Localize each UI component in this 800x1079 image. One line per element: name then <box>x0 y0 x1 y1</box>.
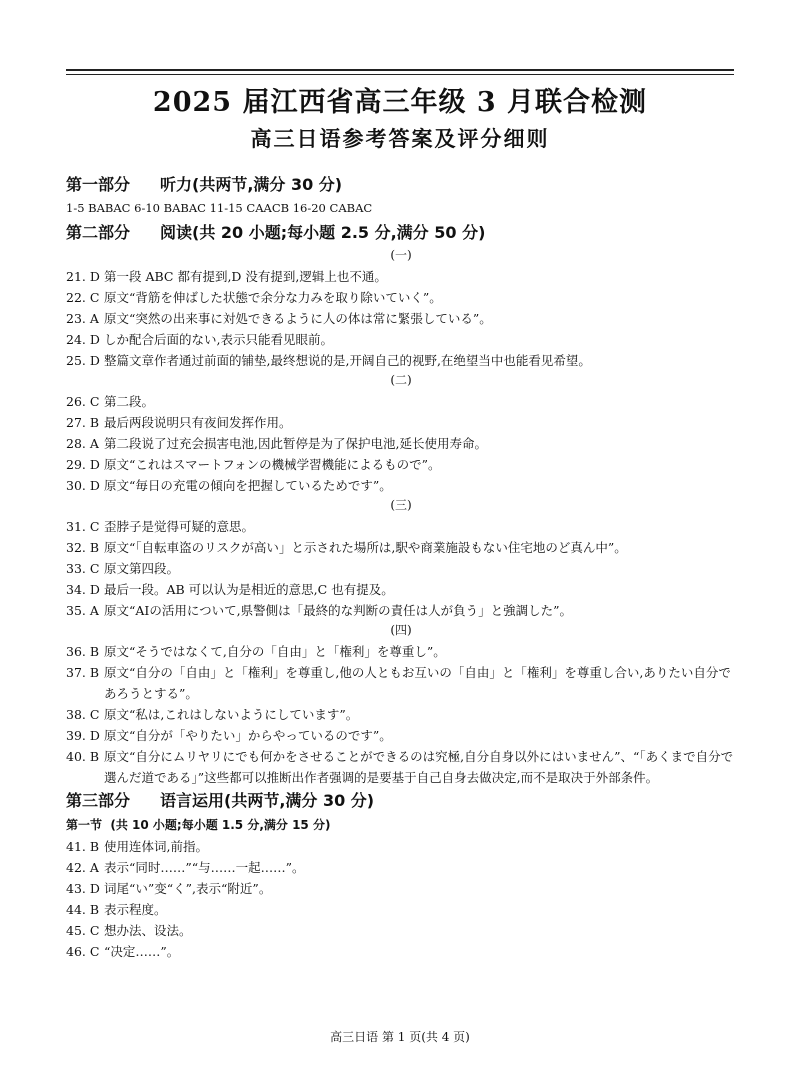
answer-explanation: 原文“「自転車盗のリスクが高い」と示された場所は,駅や商業施設もない住宅地のど真ん中”。 <box>104 540 627 555</box>
answer-item <box>66 412 736 433</box>
answer-item <box>66 725 736 746</box>
answer-number: 35. A <box>66 603 99 618</box>
document-subtitle: 高三日语参考答案及评分细则 <box>250 127 550 151</box>
answer-explanation: 第一段 ABC 都有提到,D 没有提到,逻辑上也不通。 <box>104 269 387 284</box>
answer-item <box>66 579 736 600</box>
answer-explanation: 原文“毎日の充電の傾向を把握しているためです”。 <box>104 478 392 493</box>
answer-explanation: 原文“AIの活用について,県警側は「最終的な判断の責任は人が負う」と強調した”。 <box>104 603 572 618</box>
answer-number: 22. C <box>66 290 100 305</box>
answer-number: 25. D <box>66 353 100 368</box>
answer-number: 28. A <box>66 436 99 451</box>
answer-number: 21. D <box>66 269 100 284</box>
answer-number: 38. C <box>66 707 100 722</box>
answer-item <box>66 287 736 308</box>
answer-item <box>66 266 736 287</box>
answer-explanation: 词尾“い”变“く”,表示“附近”。 <box>104 881 272 896</box>
answer-explanation: 原文第四段。 <box>104 561 180 576</box>
answer-explanation: しか配合后面的ない,表示只能看见眼前。 <box>104 332 333 347</box>
answer-item <box>66 558 736 579</box>
answer-number: 46. C <box>66 944 100 959</box>
answer-number: 41. B <box>66 839 100 854</box>
answer-number: 23. A <box>66 311 99 326</box>
answer-number: 42. A <box>66 860 99 875</box>
group-label: (三) <box>390 498 412 512</box>
answer-item <box>66 746 736 788</box>
answer-item <box>66 641 736 662</box>
answer-number: 30. D <box>66 478 100 493</box>
answer-explanation: 原文“これはスマートフォンの機械学習機能によるもので”。 <box>104 457 441 472</box>
answer-explanation: 表示程度。 <box>104 902 167 917</box>
part3-label: 第三部分 <box>66 791 131 810</box>
answer-explanation: 最后两段说明只有夜间发挥作用。 <box>104 415 292 430</box>
answer-number: 33. C <box>66 561 100 576</box>
answer-item <box>66 329 736 350</box>
answer-item <box>66 308 736 329</box>
answer-number: 31. C <box>66 519 100 534</box>
top-rule-thin <box>66 74 734 75</box>
answer-item <box>66 600 736 621</box>
answer-number: 44. B <box>66 902 100 917</box>
part1-heading <box>66 172 736 198</box>
answer-item <box>66 941 736 962</box>
answer-number: 37. B <box>66 665 100 680</box>
answer-item <box>66 475 736 496</box>
answer-item <box>66 857 736 878</box>
answer-explanation: 第二段。 <box>104 394 155 409</box>
answer-number: 39. D <box>66 728 100 743</box>
answer-explanation: 原文“自分の「自由」と「権利」を尊重し,他の人ともお互いの「自由」と「権利」を尊重し合い,ありたい自分であろうとする”。 <box>104 665 731 701</box>
answer-number: 32. B <box>66 540 100 555</box>
part3-heading <box>66 788 736 814</box>
document-title: 2025 届江西省高三年级 3 月联合检测 <box>152 87 648 118</box>
section1-heading <box>66 814 736 836</box>
answer-item <box>66 350 736 371</box>
part2-heading <box>66 220 736 246</box>
answer-explanation: 原文“背筋を伸ばした状態で余分な力みを取り除いていく”。 <box>104 290 442 305</box>
section1-label: 第一节 <box>66 818 103 832</box>
answer-explanation: 原文“突然の出来事に対処できるように人の体は常に緊張している”。 <box>104 311 492 326</box>
top-rule-thick <box>66 69 734 71</box>
answer-explanation: 原文“そうではなくて,自分の「自由」と「権利」を尊重し”。 <box>104 644 446 659</box>
part3-title: 语言运用(共两节,满分 30 分) <box>160 791 375 810</box>
part1-label: 第一部分 <box>66 175 131 194</box>
answer-explanation: 歪脖子是觉得可疑的意思。 <box>104 519 255 534</box>
answer-item <box>66 433 736 454</box>
answer-content <box>66 172 736 962</box>
part1-title: 听力(共两节,满分 30 分) <box>160 175 343 194</box>
group-label: (四) <box>390 623 412 637</box>
answer-number: 40. B <box>66 749 100 764</box>
answer-explanation: 原文“自分が「やりたい」からやっているのです”。 <box>104 728 392 743</box>
answer-explanation: “决定……”。 <box>104 944 180 959</box>
answer-number: 34. D <box>66 582 100 597</box>
answer-number: 26. C <box>66 394 100 409</box>
answer-explanation: 想办法、设法。 <box>104 923 192 938</box>
answer-item <box>66 899 736 920</box>
answer-number: 24. D <box>66 332 100 347</box>
answer-explanation: 最后一段。AB 可以认为是相近的意思,C 也有提及。 <box>104 582 394 597</box>
answer-number: 27. B <box>66 415 100 430</box>
answer-item <box>66 878 736 899</box>
answer-explanation: 原文“自分にムリヤリにでも何かをさせることができるのは究極,自分自身以外にはいません”、“「あくまで自分で選んだ道である」”这些都可以推断出作者强调的是要基于自己自身去做决定,而不是取决于外部条件。 <box>104 749 734 785</box>
answer-number: 36. B <box>66 644 100 659</box>
answer-explanation: 表示“同时……”“与……一起……”。 <box>104 860 305 875</box>
answer-item <box>66 836 736 857</box>
answer-explanation: 整篇文章作者通过前面的铺垫,最终想说的是,开阔自己的视野,在绝望当中也能看见希望。 <box>104 353 591 368</box>
answer-item <box>66 516 736 537</box>
answer-item <box>66 662 736 704</box>
group-label: (一) <box>390 248 412 262</box>
part2-label: 第二部分 <box>66 223 131 242</box>
answer-item <box>66 391 736 412</box>
answer-item <box>66 537 736 558</box>
answer-explanation: 原文“私は,これはしないようにしています”。 <box>104 707 359 722</box>
page-footer: 高三日语 第 1 页(共 4 页) <box>330 1030 470 1044</box>
answer-number: 43. D <box>66 881 100 896</box>
group-label: (二) <box>390 373 412 387</box>
part2-title: 阅读(共 20 小题;每小题 2.5 分,满分 50 分) <box>160 223 486 242</box>
listening-answer-keys: 1-5 BABAC 6-10 BABAC 11-15 CAACB 16-20 CABAC <box>66 201 373 215</box>
answer-item <box>66 920 736 941</box>
answer-number: 45. C <box>66 923 100 938</box>
answer-explanation: 第二段说了过充会损害电池,因此暂停是为了保护电池,延长使用寿命。 <box>104 436 487 451</box>
answer-item <box>66 704 736 725</box>
answer-number: 29. D <box>66 457 100 472</box>
answer-item <box>66 454 736 475</box>
answer-explanation: 使用连体词,前指。 <box>104 839 208 854</box>
section1-title: (共 10 小题;每小题 1.5 分,满分 15 分) <box>110 818 331 832</box>
